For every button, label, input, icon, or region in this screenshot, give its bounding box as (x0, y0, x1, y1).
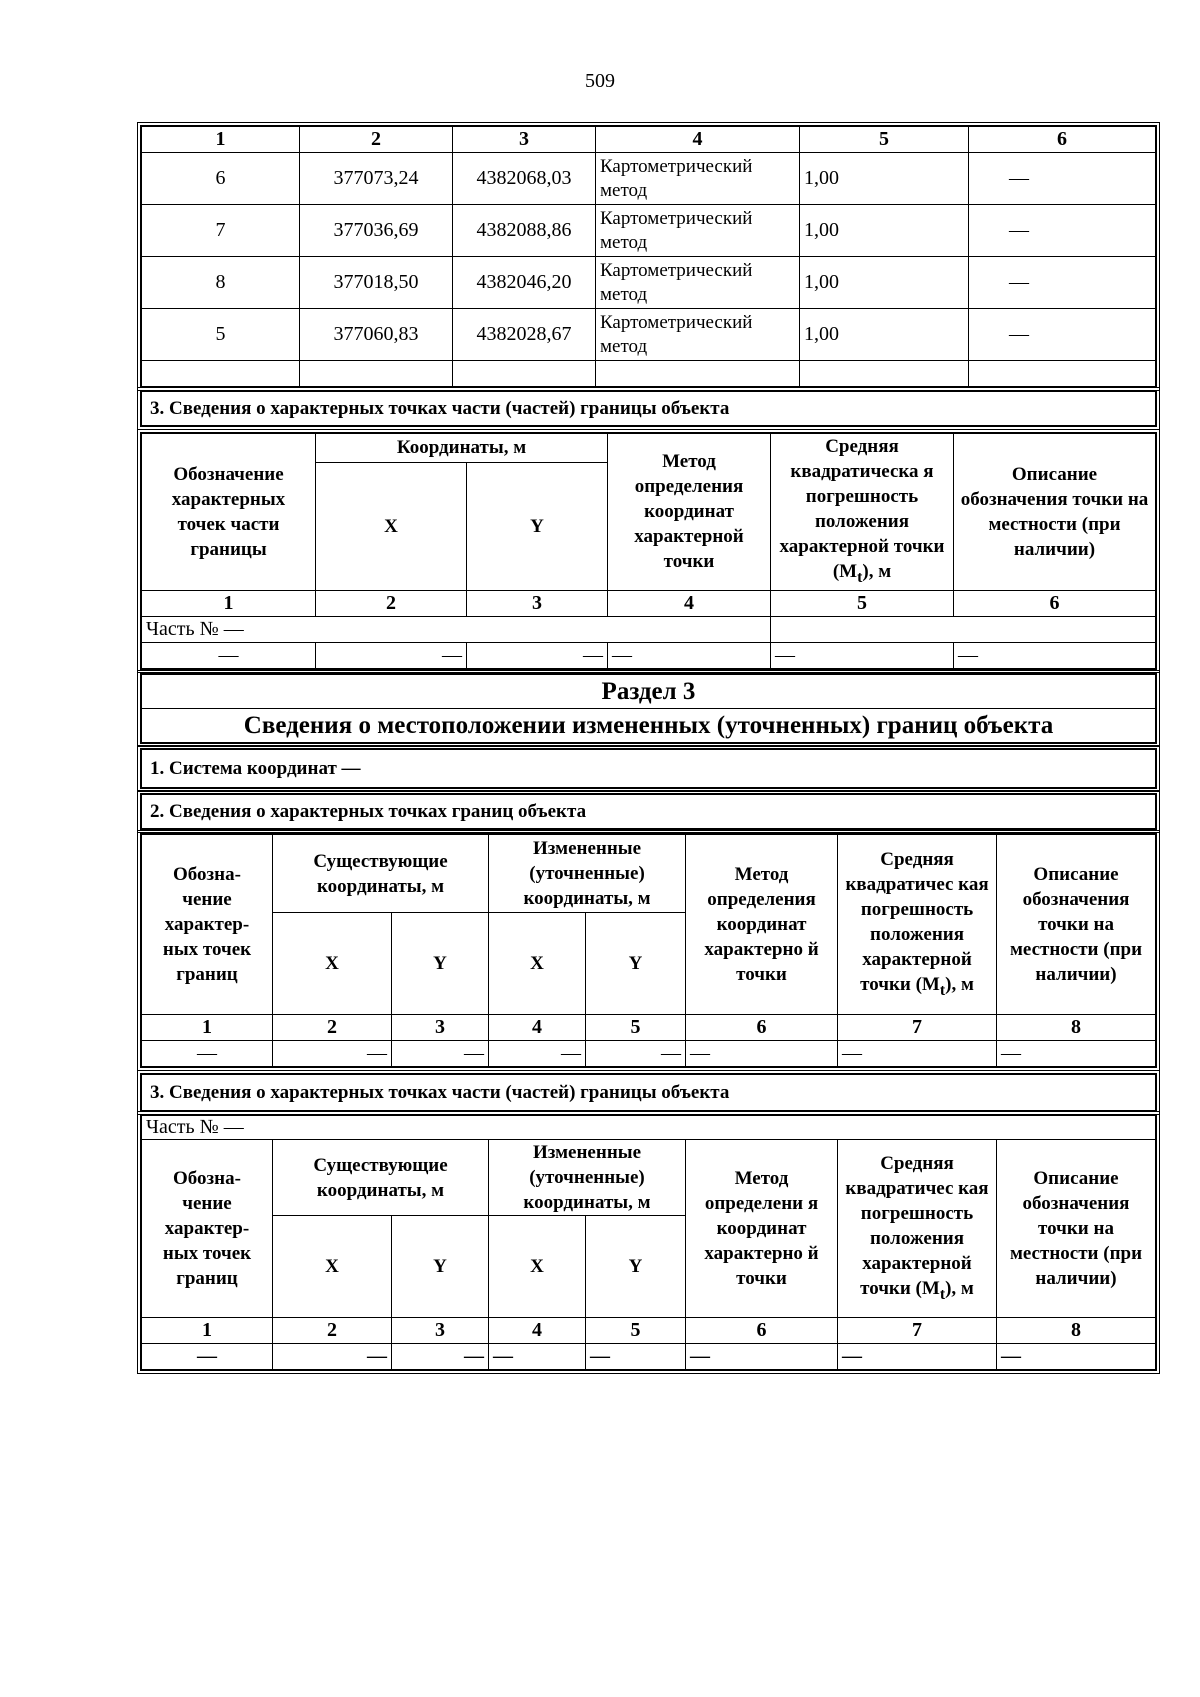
coords-table-continued (140, 125, 1157, 388)
col-num: 3 (453, 127, 596, 153)
point-number: 8 (142, 257, 300, 309)
coord-y: 4382088,86 (453, 205, 596, 257)
dash: — (489, 1344, 586, 1370)
dash: — (686, 1344, 838, 1370)
header-y: Y (467, 462, 608, 590)
razdel-title: Раздел 3 (142, 675, 1156, 709)
header-method: Метод определения координат характерно й точки (686, 835, 838, 1015)
col-num: 6 (686, 1015, 838, 1041)
header-error: Средняя квадратичес кая погрешность положения характерной точки $(M_t)$, м (838, 835, 997, 1015)
section-3-title-box (140, 390, 1157, 427)
col-num: 2 (316, 590, 467, 616)
error: 1,00 (800, 257, 969, 309)
header-description: Описание обозначения точки на местности (при наличии) (997, 835, 1156, 1015)
col-num: 8 (997, 1015, 1156, 1041)
header-existing: Существующие координаты, м (273, 835, 489, 913)
col-num: 1 (142, 1015, 273, 1041)
col-num: 8 (997, 1318, 1156, 1344)
table-row (142, 1041, 1156, 1067)
header-y: Y (392, 1216, 489, 1318)
dash: — (467, 642, 608, 668)
dash: — (608, 642, 771, 668)
header-y: Y (586, 913, 686, 1015)
dash: — (838, 1344, 997, 1370)
point-number: 6 (142, 153, 300, 205)
description: — (969, 153, 1156, 205)
header-y: Y (392, 913, 489, 1015)
dash: — (997, 1344, 1156, 1370)
col-num: 6 (686, 1318, 838, 1344)
dash: — (686, 1041, 838, 1067)
part-label: Часть № — (142, 616, 771, 642)
col-num: 3 (467, 590, 608, 616)
header-point: Обозна- чение характер- ных точек границ (142, 835, 273, 1015)
col-num: 5 (586, 1015, 686, 1041)
coord-system: 1. Система координат — (142, 750, 1156, 788)
table-row (142, 205, 1156, 257)
dash: — (997, 1041, 1156, 1067)
coord-x: 377073,24 (300, 153, 453, 205)
header-method: Метод определени я координат характерно й точки (686, 1140, 838, 1318)
section-2-title-box (140, 793, 1157, 830)
col-num: 1 (142, 1318, 273, 1344)
header-description: Описание обозначения точки на местности (при наличии) (997, 1140, 1156, 1318)
header-method: Метод определения координат характерной точки (608, 434, 771, 591)
dash: — (273, 1344, 392, 1370)
col-num: 4 (608, 590, 771, 616)
dash: — (838, 1041, 997, 1067)
dash: — (316, 642, 467, 668)
header-x: X (273, 913, 392, 1015)
col-num: 4 (489, 1015, 586, 1041)
header-x: X (316, 462, 467, 590)
razdel-3-header (140, 673, 1157, 744)
col-num: 7 (838, 1015, 997, 1041)
coord-x: 377060,83 (300, 309, 453, 361)
error: 1,00 (800, 205, 969, 257)
dash: — (392, 1344, 489, 1370)
point-number: 5 (142, 309, 300, 361)
col-num: 5 (800, 127, 969, 153)
changed-part-points-table (140, 1114, 1157, 1371)
section-title: 3. Сведения о характерных точках части (частей) границы объекта (142, 392, 1156, 426)
method: Картометрический метод (596, 309, 800, 361)
dash: — (273, 1041, 392, 1067)
header-coords: Координаты, м (316, 434, 608, 463)
table-row (142, 153, 1156, 205)
dash: — (142, 1041, 273, 1067)
header-description: Описание обозначения точки на местности (при наличии) (954, 434, 1156, 591)
col-num: 2 (273, 1015, 392, 1041)
dash: — (142, 1344, 273, 1370)
dash: — (771, 642, 954, 668)
header-existing: Существующие координаты, м (273, 1140, 489, 1216)
col-num: 2 (273, 1318, 392, 1344)
table-row (142, 1344, 1156, 1370)
coord-y: 4382046,20 (453, 257, 596, 309)
dash: — (392, 1041, 489, 1067)
method: Картометрический метод (596, 205, 800, 257)
part-label: Часть № — (142, 1116, 1156, 1140)
header-changed: Измененные (уточненные) координаты, м (489, 835, 686, 913)
header-point: Обозначение характерных точек части границы (142, 434, 316, 591)
col-num: 3 (392, 1318, 489, 1344)
dash: — (954, 642, 1156, 668)
coord-y: 4382028,67 (453, 309, 596, 361)
section-3b-title-box (140, 1073, 1157, 1112)
dash: — (586, 1041, 686, 1067)
table-row (142, 642, 1156, 668)
description: — (969, 257, 1156, 309)
coord-x: 377036,69 (300, 205, 453, 257)
header-point: Обозна- чение характер- ных точек границ (142, 1140, 273, 1318)
error: 1,00 (800, 309, 969, 361)
col-num: 6 (969, 127, 1156, 153)
column-numbers-row (142, 1015, 1156, 1041)
section-title: 3. Сведения о характерных точках части (частей) границы объекта (142, 1075, 1156, 1111)
header-y: Y (586, 1216, 686, 1318)
col-num: 6 (954, 590, 1156, 616)
dash: — (142, 642, 316, 668)
col-num: 4 (489, 1318, 586, 1344)
column-numbers-row (142, 127, 1156, 153)
header-x: X (489, 1216, 586, 1318)
header-x: X (273, 1216, 392, 1318)
table-row (142, 309, 1156, 361)
changed-points-table (140, 833, 1157, 1068)
col-num: 3 (392, 1015, 489, 1041)
page-number: 509 (585, 70, 615, 92)
header-error: Средняя квадратическа я погрешность положения характерной точки $(M_t)$, м (771, 434, 954, 591)
header-error: Средняя квадратичес кая погрешность положения характерной точки $(M_t)$, м (838, 1140, 997, 1318)
col-num: 5 (771, 590, 954, 616)
dash: — (489, 1041, 586, 1067)
part-points-table (140, 432, 1157, 670)
column-numbers-row (142, 1318, 1156, 1344)
dash: — (586, 1344, 686, 1370)
error: 1,00 (800, 153, 969, 205)
razdel-subtitle: Сведения о местоположении измененных (уточненных) границ объекта (142, 709, 1156, 743)
description: — (969, 205, 1156, 257)
method: Картометрический метод (596, 153, 800, 205)
col-num: 1 (142, 127, 300, 153)
col-num: 4 (596, 127, 800, 153)
point-number: 7 (142, 205, 300, 257)
column-numbers-row (142, 590, 1156, 616)
coord-system-box (140, 748, 1157, 789)
coord-y: 4382068,03 (453, 153, 596, 205)
header-x: X (489, 913, 586, 1015)
col-num: 2 (300, 127, 453, 153)
coord-x: 377018,50 (300, 257, 453, 309)
table-row (142, 257, 1156, 309)
section-title: 2. Сведения о характерных точках границ объекта (142, 795, 1156, 829)
method: Картометрический метод (596, 257, 800, 309)
empty-row (142, 361, 1156, 387)
col-num: 7 (838, 1318, 997, 1344)
header-changed: Измененные (уточненные) координаты, м (489, 1140, 686, 1216)
col-num: 1 (142, 590, 316, 616)
col-num: 5 (586, 1318, 686, 1344)
description: — (969, 309, 1156, 361)
